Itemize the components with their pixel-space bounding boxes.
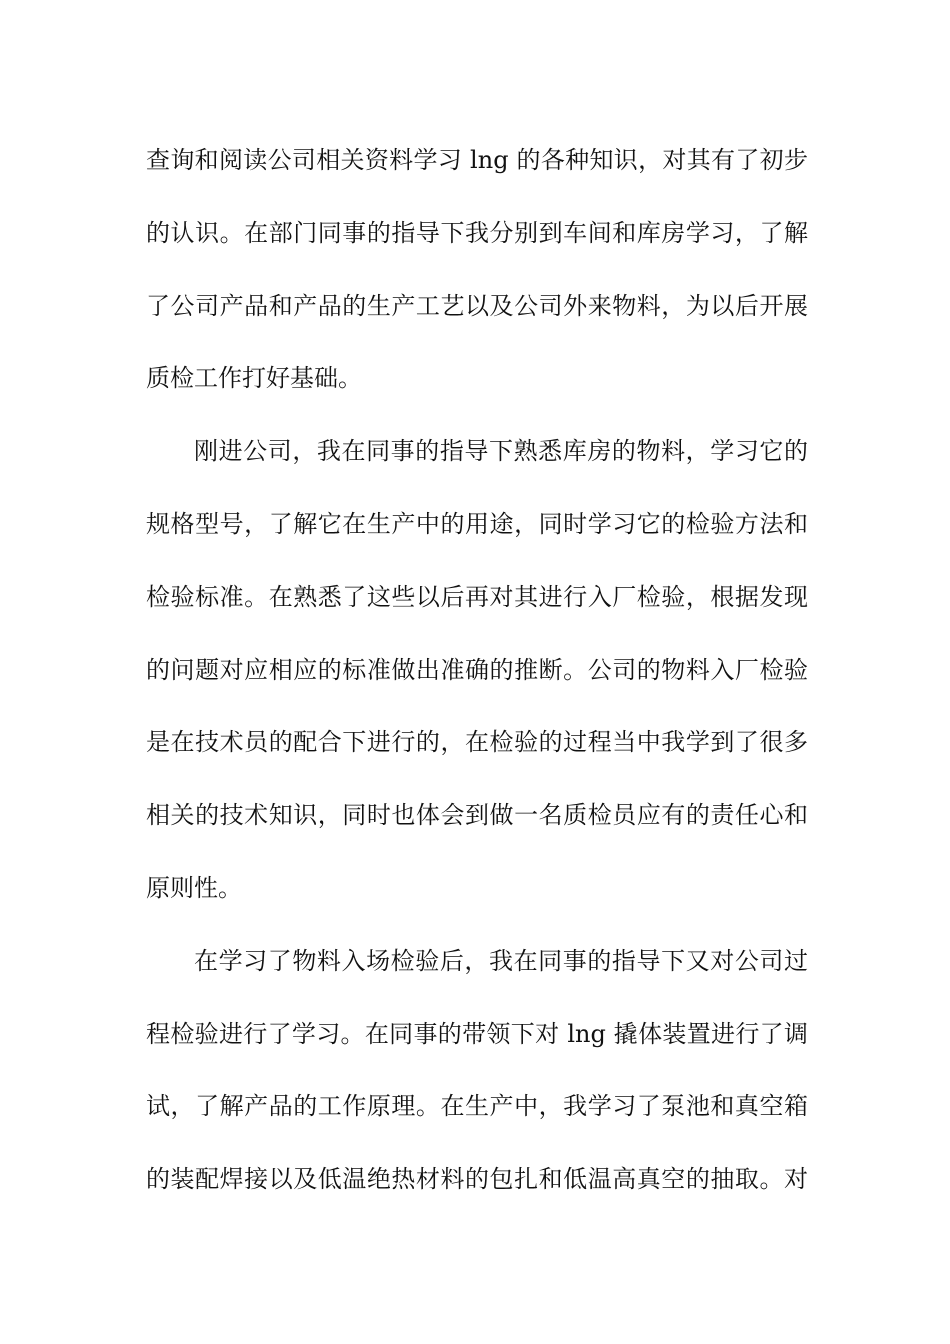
text-line: 质检工作打好基础。 (146, 364, 362, 393)
text-line: 检验标准。在熟悉了这些以后再对其进行入厂检验，根据发现 (146, 582, 808, 611)
paragraph-1 (146, 124, 808, 415)
text-line: 程检验进行了学习。在同事的带领下对 lng 撬体装置进行了调 (146, 1019, 808, 1048)
paragraph-2 (146, 415, 808, 925)
paragraph-3 (146, 925, 808, 1216)
text-line: 查询和阅读公司相关资料学习 lng 的各种知识，对其有了初步 (146, 146, 808, 174)
text-line: 的装配焊接以及低温绝热材料的包扎和低温高真空的抽取。对 (146, 1165, 808, 1194)
text-line: 刚进公司，我在同事的指导下熟悉库房的物料，学习它的 (194, 437, 808, 466)
text-line: 在学习了物料入场检验后，我在同事的指导下又对公司过 (194, 946, 808, 975)
text-line: 规格型号，了解它在生产中的用途，同时学习它的检验方法和 (146, 509, 808, 538)
text-line: 的问题对应相应的标准做出准确的推断。公司的物料入厂检验 (146, 655, 808, 684)
text-line: 的认识。在部门同事的指导下我分别到车间和库房学习，了解 (146, 218, 808, 247)
text-line: 相关的技术知识，同时也体会到做一名质检员应有的责任心和 (146, 801, 808, 830)
document-body (146, 124, 808, 1216)
text-line: 是在技术员的配合下进行的，在检验的过程当中我学到了很多 (146, 728, 808, 757)
text-line: 原则性。 (146, 873, 242, 902)
text-line: 了公司产品和产品的生产工艺以及公司外来物料，为以后开展 (146, 291, 808, 320)
text-line: 试，了解产品的工作原理。在生产中，我学习了泵池和真空箱 (146, 1092, 808, 1121)
